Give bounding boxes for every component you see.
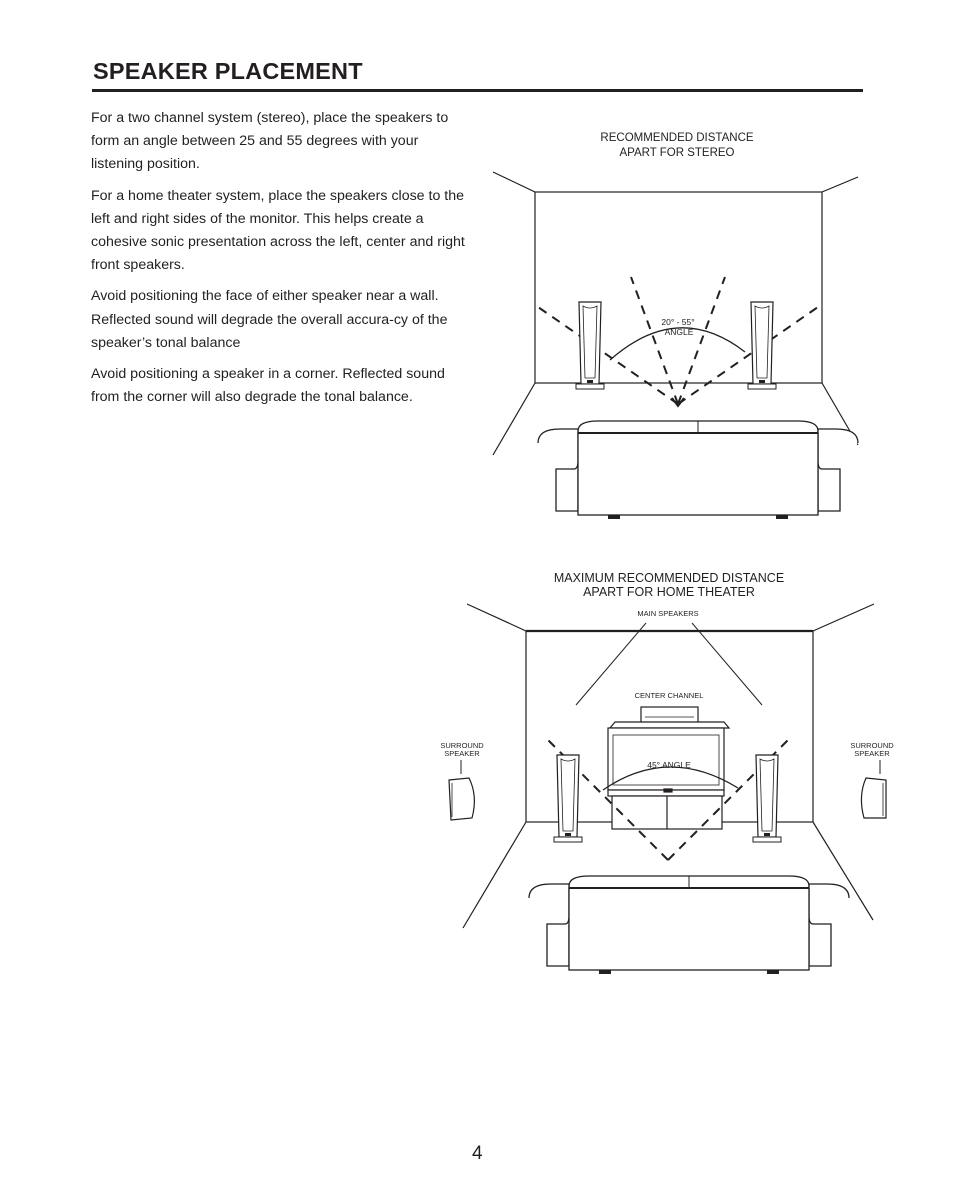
page-title: SPEAKER PLACEMENT — [93, 58, 363, 84]
surround-right-label-line1: SURROUND — [850, 741, 894, 750]
theater-angle-label: 45° ANGLE — [647, 760, 691, 770]
surround-right-speaker — [861, 778, 886, 818]
surround-right-label-line2: SPEAKER — [854, 749, 890, 758]
stereo-angle-label-line1: 20° - 55° — [661, 317, 695, 327]
paragraph-corner: Avoid positioning a speaker in a corner. Reflected sound from the corner will also degrade the tonal balance. — [91, 366, 445, 406]
stereo-left-speaker — [576, 302, 604, 389]
theater-sofa — [529, 876, 849, 974]
theater-caption-line2: APART FOR HOME THEATER — [583, 585, 755, 599]
theater-left-main-speaker — [554, 755, 582, 842]
paragraph-wall: Avoid positioning the face of either speaker near a wall. Reflected sound will degrade the overall accura-cy of the speaker’s tonal balance — [91, 288, 448, 351]
stereo-room — [493, 172, 858, 455]
center-channel-label: CENTER CHANNEL — [634, 691, 704, 700]
television-cabinet — [608, 722, 729, 829]
paragraph-home-theater: For a home theater system, place the speakers close to the left and right sides of the monitor. This helps create a cohesive sonic presentation across the left, center and right front speakers. — [91, 187, 465, 274]
paragraph-stereo: For a two channel system (stereo), place the speakers to form an angle between 25 and 55 degrees with your listening position. — [91, 110, 449, 173]
theater-caption-line1: MAXIMUM RECOMMENDED DISTANCE — [553, 571, 785, 585]
stereo-sofa — [538, 421, 858, 519]
surround-left-speaker — [449, 778, 474, 820]
theater-right-main-speaker — [753, 755, 781, 842]
surround-left-label-line2: SPEAKER — [444, 749, 480, 758]
page-number: 4 — [472, 1143, 483, 1164]
stereo-angle-label-line2: ANGLE — [664, 327, 694, 337]
stereo-caption-line1: RECOMMENDED DISTANCE — [600, 132, 754, 144]
stereo-caption-line2: APART FOR STEREO — [619, 147, 735, 159]
main-speakers-label: MAIN SPEAKERS — [637, 609, 699, 618]
stereo-right-speaker — [748, 302, 776, 389]
surround-left-label-line1: SURROUND — [440, 741, 484, 750]
